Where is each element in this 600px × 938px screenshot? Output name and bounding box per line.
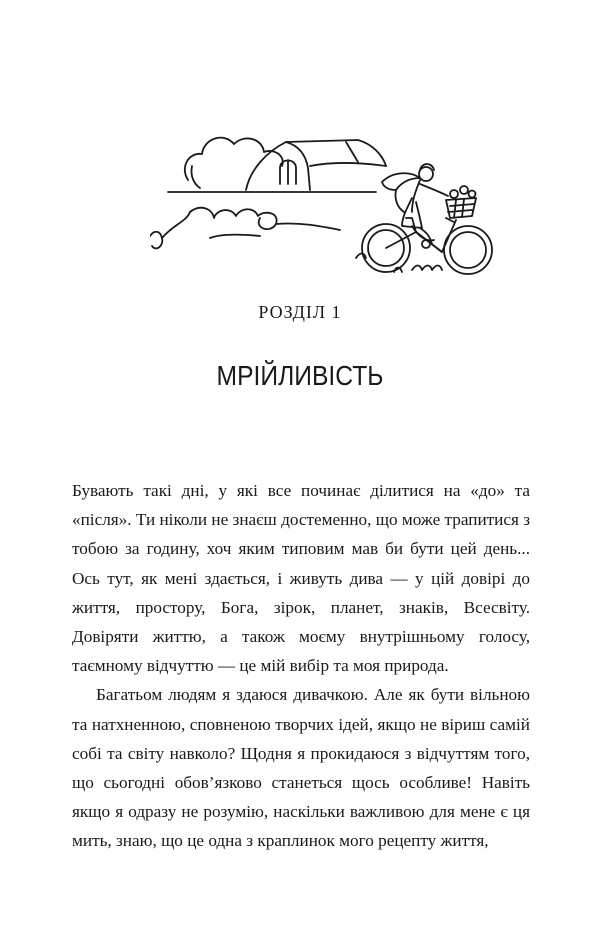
girl-on-bicycle-illustration: [150, 118, 500, 288]
chapter-body: [72, 476, 530, 856]
paragraph: Бувають такі дні, у які все починає ділитися на «до» та «після». Ти ніколи не знаєш достеменно, що може трапитися з тобою за годину, хоч яким типовим мав би бути цей день... Ось тут, як мені здається, і живуть дива — у цій довірі до життя, простору, Бога, зірок, планет, знаків, Всесвіту. Довіряти життю, а також моєму внутрішньому голосу, таємному відчуттю — це мій вибір та моя природа.: [72, 481, 530, 676]
chapter-number: РОЗДІЛ 1: [258, 302, 342, 322]
chapter-title: МРІЙЛИВІСТЬ: [216, 360, 384, 391]
paragraph: Багатьом людям я здаюся дивачкою. Але як бути вільною та натхненною, сповненою творчих ідей, якщо не віриш самій собі та світу навколо? Щодня я прокидаюся з відчуттям того, що сьогодні обов’язково станеться щось особливе! Навіть якщо я одразу не розумію, наскільки важливою для мене є ця мить, знаю, що це одна з краплинок мого рецепту життя,: [72, 685, 530, 851]
